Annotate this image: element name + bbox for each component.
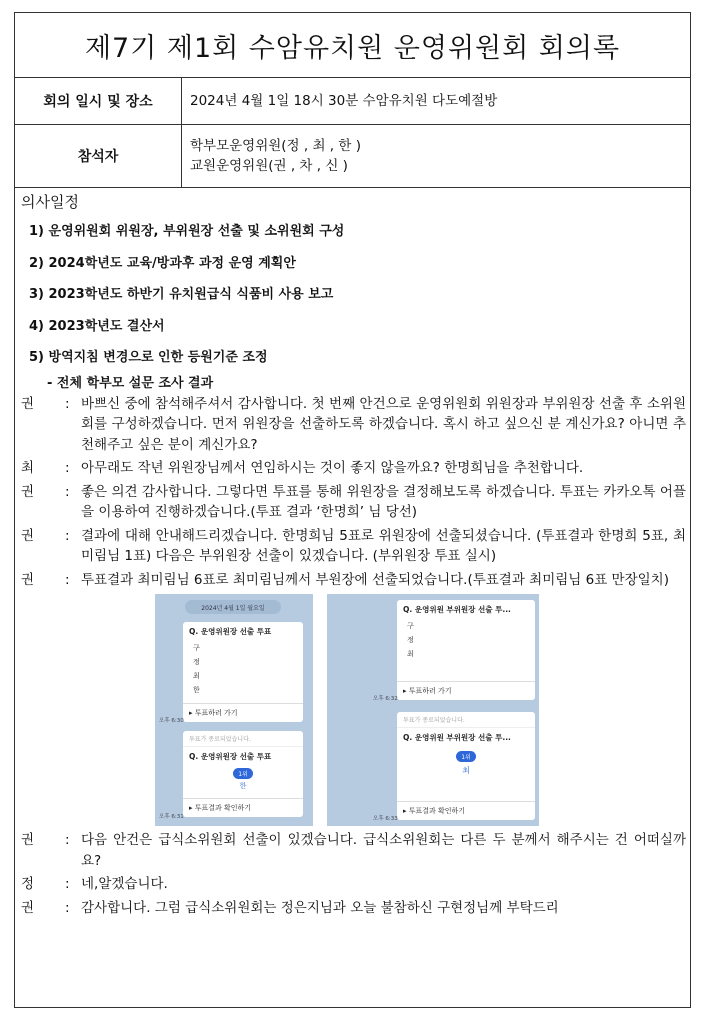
minutes-line xyxy=(19,898,686,919)
agenda-item: 1) 운영위원회 위원장, 부위원장 선출 및 소위원회 구성 xyxy=(29,224,345,239)
vote-option: 구 xyxy=(407,622,414,630)
colon: : xyxy=(65,571,70,588)
statement: 좋은 의견 감사합니다. 그렇다면 투표를 통해 위원장을 결정해보도록 하겠습니다. 투표는 카카오톡 어플을 이용하여 진행하겠습니다.(투표 결과 ‘한명희’ 님 당선) xyxy=(81,483,686,520)
document-title: 제7기 제1회 수암유치원 운영위원회 회의록 xyxy=(15,13,690,78)
chat-date: 2024년 4월 1일 월요일 xyxy=(185,600,281,614)
result-button-label: 투표결과 확인하기 xyxy=(194,804,252,812)
chat-time: 오후 6:30 xyxy=(159,718,184,724)
chat-time: 오후 6:33 xyxy=(373,816,398,822)
statement: 바쁘신 중에 참석해주셔서 감사합니다. 첫 번째 안건으로 운영위원회 위원장과 부위원장 선출 후 소위원회를 구성하겠습니다. 먼저 위원장을 선출하도록 하겠습니다. 혹시 하고 싶으신 분 계신가요? 아니면 추천해주고 싶은 분이 계신가요? xyxy=(81,395,686,453)
speaker: 권 xyxy=(21,483,35,500)
minutes-line xyxy=(19,874,686,895)
date-label: 회의 일시 및 장소 xyxy=(15,78,182,124)
agenda xyxy=(15,188,690,394)
colon: : xyxy=(65,527,70,544)
vote-question: Q. 운영위원장 선출 투표 xyxy=(189,627,272,636)
speaker: 최 xyxy=(21,460,35,476)
vote-option: 최 xyxy=(193,672,200,680)
colon: : xyxy=(65,460,70,476)
statement: 아무래도 작년 위원장님께서 연임하시는 것이 좋지 않을까요? 한명희님을 추천합니다. xyxy=(81,460,584,476)
vote-ended-note: 투표가 종료되었습니다. xyxy=(397,712,535,728)
vote-card xyxy=(397,600,535,700)
chat-screenshot-vice-vote xyxy=(327,594,539,826)
chat-time: 오후 6:31 xyxy=(159,814,184,820)
vote-winner: 한 xyxy=(239,782,247,790)
speaker: 권 xyxy=(21,395,35,412)
vote-option: 정 xyxy=(193,658,200,666)
rank-badge: 1위 xyxy=(233,768,253,779)
agenda-item: 2) 2024학년도 교육/방과후 과정 운영 계획안 xyxy=(29,255,296,271)
minutes-line xyxy=(19,482,686,523)
agenda-item: 5) 방역지침 변경으로 인한 등원기준 조정 xyxy=(29,350,268,365)
date-value: 2024년 4월 1일 18시 30분 수암유치원 다도예절방 xyxy=(190,93,498,109)
agenda-heading: 의사일정 xyxy=(21,193,79,211)
vote-question: Q. 운영위원 부위원장 선출 투... xyxy=(403,605,511,614)
result-button-label: 투표결과 확인하기 xyxy=(408,807,466,815)
vote-question: Q. 운영위원장 선출 투표 xyxy=(189,752,272,761)
speaker: 권 xyxy=(21,899,35,916)
agenda-item: 4) 2023학년도 결산서 xyxy=(29,318,165,334)
vote-screenshots xyxy=(155,594,686,826)
vote-option: 최 xyxy=(407,650,414,658)
attendee-parents: 학부모운영위원(정 , 최 , 한 ) xyxy=(190,138,361,154)
statement: 네,알겠습니다. xyxy=(81,876,168,892)
vote-ended-note: 투표가 종료되었습니다. xyxy=(183,731,303,747)
colon: : xyxy=(65,876,70,892)
colon: : xyxy=(65,395,70,412)
vote-card xyxy=(183,622,303,722)
agenda-item: 3) 2023학년도 하반기 유치원급식 식품비 사용 보고 xyxy=(29,287,334,302)
speaker: 권 xyxy=(21,832,35,848)
vote-result-card xyxy=(183,731,303,817)
result-button[interactable]: ▸ 투표결과 확인하기 xyxy=(397,801,535,820)
vote-option: 한 xyxy=(193,686,200,694)
vote-result-card xyxy=(397,712,535,820)
attendee-values xyxy=(182,125,690,187)
attendee-teachers: 교원운영위원(권 , 차 , 신 ) xyxy=(190,158,348,174)
vote-button[interactable]: ▸ 투표하러 가기 xyxy=(397,681,535,700)
chat-screenshot-president-vote xyxy=(155,594,313,826)
speaker: 정 xyxy=(21,876,35,892)
colon: : xyxy=(65,483,70,500)
vote-winner: 최 xyxy=(462,766,470,775)
minutes-body xyxy=(15,394,690,919)
attendees-row xyxy=(15,125,690,188)
minutes-document xyxy=(14,12,691,1008)
minutes-line xyxy=(19,830,686,871)
statement: 감사합니다. 그럼 급식소위원회는 정은지님과 오늘 불참하신 구현정님께 부탁드리 xyxy=(81,899,559,916)
chat-time: 오후 6:32 xyxy=(373,696,398,702)
statement: 결과에 대해 안내해드리겠습니다. 한명희님 5표로 위원장에 선출되셨습니다. (투표결과 한명희 5표, 최미림님 1표) 다음은 부위원장 선출이 있겠습니다. (부위원장 투표 실시) xyxy=(81,527,686,564)
vote-button[interactable]: ▸ 투표하러 가기 xyxy=(183,703,303,722)
speaker: 권 xyxy=(21,571,35,588)
agenda-subitem: - 전체 학부모 설문 조사 결과 xyxy=(47,375,214,391)
attendee-label: 참석자 xyxy=(15,125,182,187)
minutes-line xyxy=(19,526,686,567)
colon: : xyxy=(65,899,70,916)
statement: 다음 안건은 급식소위원회 선출이 있겠습니다. 급식소위원회는 다른 두 분께서 해주시는 건 어떠실까요? xyxy=(81,832,686,869)
vote-question: Q. 운영위원 부위원장 선출 투... xyxy=(403,733,511,742)
vote-option: 구 xyxy=(193,644,200,652)
minutes-line xyxy=(19,394,686,456)
vote-button-label: 투표하러 가기 xyxy=(408,687,452,695)
colon: : xyxy=(65,832,70,848)
vote-option: 정 xyxy=(407,636,414,644)
minutes-line xyxy=(19,458,686,479)
statement: 투표결과 최미림님 6표로 최미림님께서 부원장에 선출되었습니다.(투표결과 최미림님 6표 만장일치) xyxy=(81,571,669,588)
rank-badge: 1위 xyxy=(456,751,476,762)
vote-button-label: 투표하러 가기 xyxy=(194,709,238,717)
result-button[interactable]: ▸ 투표결과 확인하기 xyxy=(183,798,303,817)
speaker: 권 xyxy=(21,527,35,544)
meeting-date-row xyxy=(15,78,690,125)
minutes-line xyxy=(19,570,686,591)
